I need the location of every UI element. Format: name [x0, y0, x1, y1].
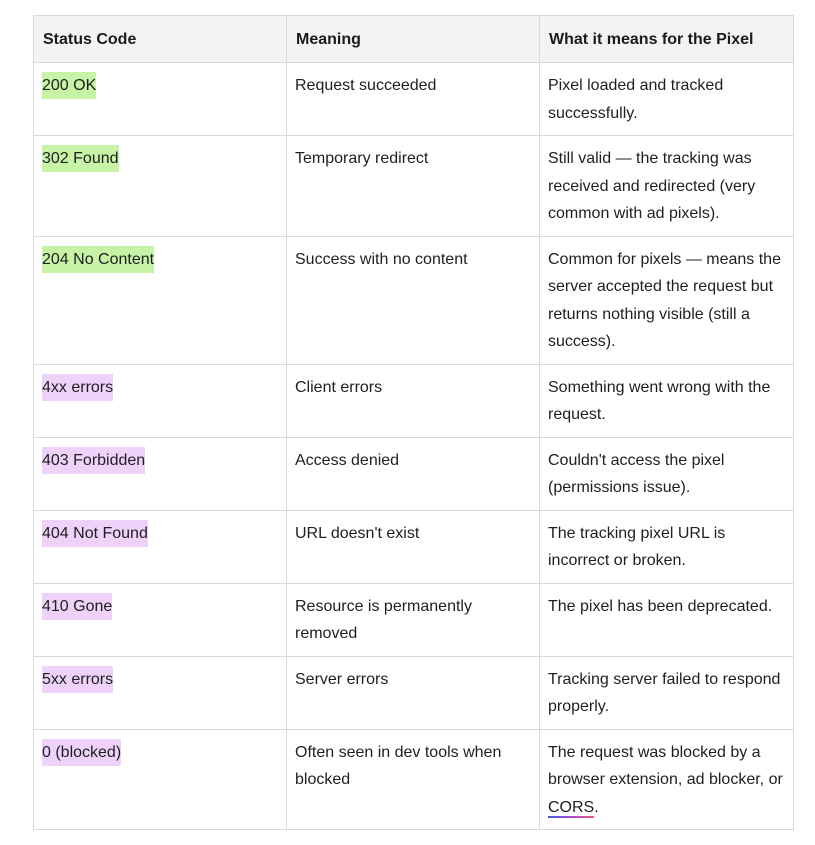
status-code-badge: 4xx errors — [42, 374, 113, 401]
status-code-badge: 5xx errors — [42, 666, 113, 693]
table-row — [34, 583, 794, 656]
pixel-meaning-text: The request was blocked by a browser extension, ad blocker, or — [548, 743, 783, 788]
cell-meaning: Temporary redirect — [287, 136, 540, 237]
cell-meaning: Client errors — [287, 364, 540, 437]
cell-status-code — [34, 364, 287, 437]
table-row — [34, 136, 794, 237]
status-code-badge: 403 Forbidden — [42, 447, 145, 474]
cell-status-code — [34, 236, 287, 364]
status-code-badge: 0 (blocked) — [42, 739, 121, 766]
cell-pixel-meaning: The pixel has been deprecated. — [540, 583, 794, 656]
status-code-table — [33, 15, 794, 830]
cell-pixel-meaning: Couldn't access the pixel (permissions issue). — [540, 437, 794, 510]
cell-status-code — [34, 656, 287, 729]
table-row — [34, 236, 794, 364]
table-header-row — [34, 16, 794, 63]
cell-status-code — [34, 136, 287, 237]
pixel-meaning-suffix: . — [594, 798, 599, 816]
table-row — [34, 729, 794, 830]
cell-status-code — [34, 729, 287, 830]
table-row — [34, 656, 794, 729]
status-code-badge: 200 OK — [42, 72, 96, 99]
status-code-badge: 404 Not Found — [42, 520, 148, 547]
cell-meaning: Often seen in dev tools when blocked — [287, 729, 540, 830]
cell-meaning: Resource is permanently removed — [287, 583, 540, 656]
table-row — [34, 510, 794, 583]
cell-pixel-meaning: Common for pixels — means the server accepted the request but returns nothing visible (still a success). — [540, 236, 794, 364]
table-row — [34, 437, 794, 510]
cell-pixel-meaning: Something went wrong with the request. — [540, 364, 794, 437]
cors-link[interactable]: CORS — [548, 798, 595, 816]
status-code-badge: 204 No Content — [42, 246, 154, 273]
header-pixel-meaning: What it means for the Pixel — [540, 16, 794, 63]
table-header — [34, 16, 794, 63]
header-status-code: Status Code — [34, 16, 287, 63]
status-code-badge: 302 Found — [42, 145, 119, 172]
cell-meaning: URL doesn't exist — [287, 510, 540, 583]
cell-meaning: Request succeeded — [287, 63, 540, 136]
cell-status-code — [34, 510, 287, 583]
cell-pixel-meaning: Tracking server failed to respond properly. — [540, 656, 794, 729]
header-meaning: Meaning — [287, 16, 540, 63]
cell-pixel-meaning: The tracking pixel URL is incorrect or broken. — [540, 510, 794, 583]
table-row — [34, 63, 794, 136]
cell-pixel-meaning — [540, 729, 794, 830]
cell-meaning: Success with no content — [287, 236, 540, 364]
cell-status-code — [34, 583, 287, 656]
status-code-table-container — [33, 15, 793, 830]
cell-meaning: Server errors — [287, 656, 540, 729]
cell-meaning: Access denied — [287, 437, 540, 510]
cell-status-code — [34, 437, 287, 510]
cell-status-code — [34, 63, 287, 136]
status-code-badge: 410 Gone — [42, 593, 112, 620]
table-row — [34, 364, 794, 437]
cell-pixel-meaning: Still valid — the tracking was received and redirected (very common with ad pixels). — [540, 136, 794, 237]
table-body — [34, 63, 794, 830]
cell-pixel-meaning: Pixel loaded and tracked successfully. — [540, 63, 794, 136]
